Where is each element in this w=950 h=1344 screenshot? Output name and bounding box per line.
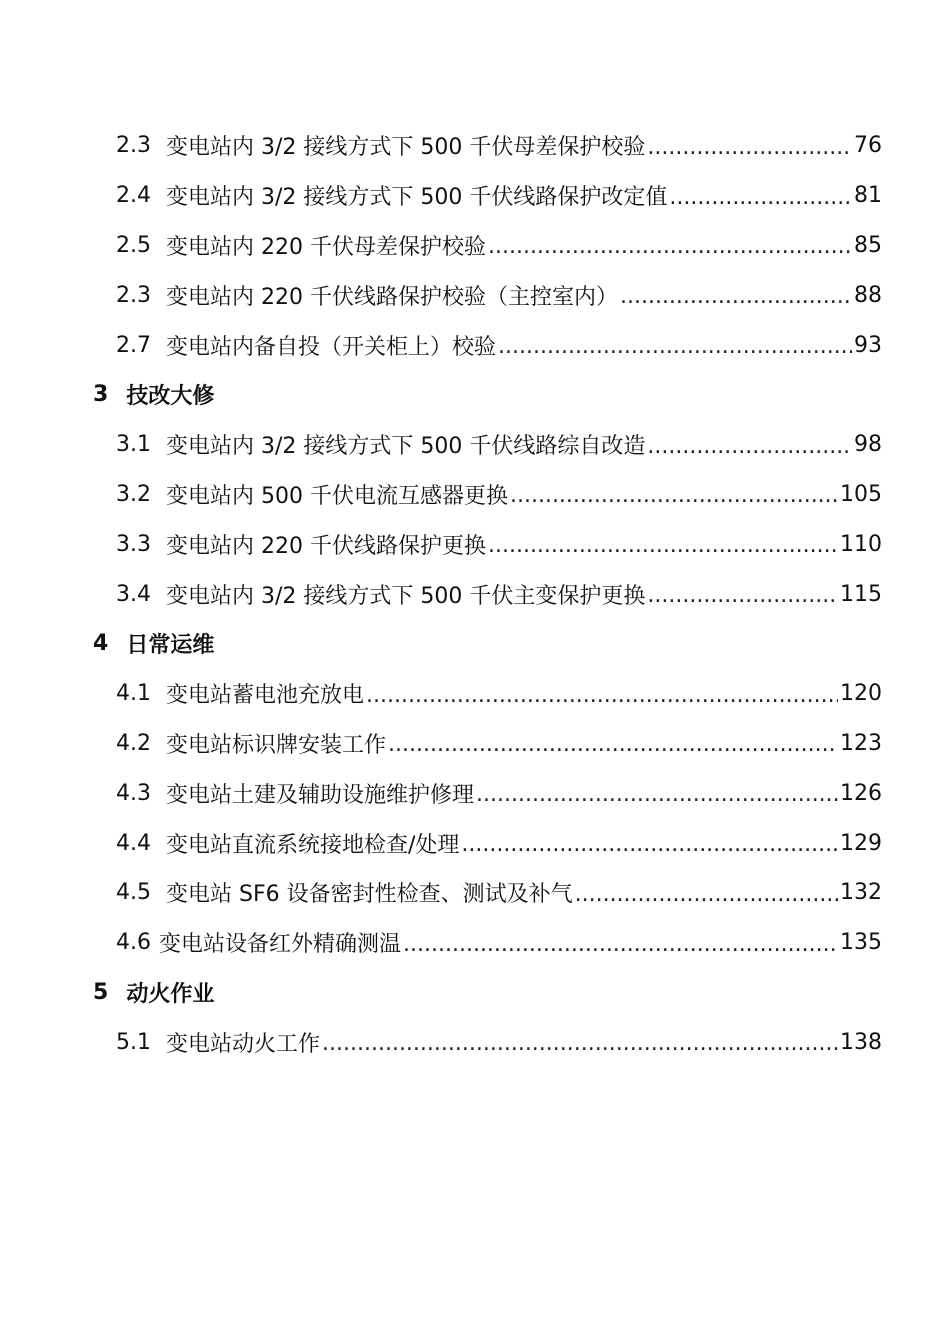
- dot-leader: [388, 734, 838, 756]
- toc-entry-title: 变电站内 3/2 接线方式下 500 千伏母差保护校验: [166, 135, 646, 161]
- toc-section-heading[interactable]: [0, 968, 950, 1018]
- toc-section-heading[interactable]: [0, 370, 950, 420]
- toc-entry-page: 98: [854, 432, 882, 458]
- toc-entry-title: 变电站内 3/2 接线方式下 500 千伏主变保护更换: [166, 583, 646, 609]
- dot-leader: [498, 336, 852, 358]
- toc-section-number: 3: [93, 382, 109, 408]
- toc-entry-page: 105: [840, 481, 882, 507]
- toc-entry-number: 2.4: [116, 183, 151, 209]
- toc-entry-number: 4.1: [116, 681, 151, 707]
- toc-entry-page: 85: [854, 232, 882, 258]
- toc-entry-title: 变电站内 220 千伏母差保护校验: [166, 234, 486, 260]
- dot-leader: [647, 137, 852, 159]
- toc-entry-number: 3.1: [116, 432, 151, 458]
- toc-entry-page: 81: [854, 183, 882, 209]
- toc-entry-number: 2.7: [116, 332, 151, 358]
- toc-entry-number: 4.5: [116, 880, 151, 906]
- toc-entry-number: 5.1: [116, 1029, 151, 1055]
- toc-entry[interactable]: [0, 171, 950, 221]
- toc-entry[interactable]: [0, 121, 950, 171]
- toc-entry-title: 变电站动火工作: [166, 1031, 321, 1057]
- toc-entry-page: 76: [854, 133, 882, 159]
- toc-entry-page: 88: [854, 282, 882, 308]
- dot-leader: [575, 884, 838, 906]
- toc-entry[interactable]: [0, 719, 950, 769]
- toc-entry-title: 变电站设备红外精确测温: [159, 932, 402, 958]
- toc-entry-number: 4.2: [116, 730, 151, 756]
- toc-entry[interactable]: [0, 470, 950, 520]
- toc-entry-title: 变电站 SF6 设备密封性检查、测试及补气: [166, 882, 573, 908]
- toc-entry-page: 135: [840, 930, 882, 956]
- toc-entry-number: 3.3: [116, 531, 151, 557]
- toc-section-number: 5: [93, 979, 109, 1005]
- toc-entry[interactable]: [0, 519, 950, 569]
- dot-leader: [647, 436, 852, 458]
- dot-leader: [461, 834, 838, 856]
- toc-entry-title: 变电站内 500 千伏电流互感器更换: [166, 483, 508, 509]
- dot-leader: [647, 585, 838, 607]
- toc-entry[interactable]: [0, 569, 950, 619]
- toc-section-number: 4: [93, 631, 109, 657]
- toc-entry-page: 115: [840, 581, 882, 607]
- dot-leader: [403, 934, 838, 956]
- toc-section-title: 日常运维: [126, 633, 215, 659]
- toc-entry-number: 2.5: [116, 232, 151, 258]
- toc-entry-title: 变电站土建及辅助设施维护修理: [166, 782, 475, 808]
- toc-entry-number: 3.4: [116, 581, 151, 607]
- dot-leader: [488, 236, 852, 258]
- toc-entry[interactable]: [0, 270, 950, 320]
- toc-entry-page: 126: [840, 780, 882, 806]
- toc-entry-page: 110: [840, 531, 882, 557]
- toc-entry-number: 4.6: [116, 930, 151, 956]
- toc-entry-page: 132: [840, 880, 882, 906]
- dot-leader: [669, 187, 852, 209]
- toc-section-title: 技改大修: [126, 384, 215, 410]
- dot-leader: [476, 784, 838, 806]
- toc-section-title: 动火作业: [126, 981, 215, 1007]
- toc-entry[interactable]: [0, 1017, 950, 1067]
- toc-entry-title: 变电站内备自投（开关柜上）校验: [166, 334, 497, 360]
- toc-entry-page: 93: [854, 332, 882, 358]
- dot-leader: [488, 535, 838, 557]
- toc-entry[interactable]: [0, 669, 950, 719]
- dot-leader: [510, 485, 838, 507]
- toc-section-heading[interactable]: [0, 619, 950, 669]
- dot-leader: [620, 286, 852, 308]
- toc-entry[interactable]: [0, 320, 950, 370]
- toc-entry[interactable]: [0, 868, 950, 918]
- toc-entry-title: 变电站内 3/2 接线方式下 500 千伏线路综自改造: [166, 434, 646, 460]
- toc-entry-page: 138: [840, 1029, 882, 1055]
- toc-entry-title: 变电站直流系统接地检查/处理: [166, 832, 460, 858]
- toc-entry-page: 123: [840, 730, 882, 756]
- toc-entry-page: 129: [840, 830, 882, 856]
- toc-entry[interactable]: [0, 918, 950, 968]
- dot-leader: [366, 685, 838, 707]
- table-of-contents: [0, 121, 950, 1067]
- toc-entry-title: 变电站内 220 千伏线路保护更换: [166, 533, 486, 559]
- toc-entry-number: 4.4: [116, 830, 151, 856]
- dot-leader: [322, 1033, 838, 1055]
- toc-entry[interactable]: [0, 768, 950, 818]
- toc-entry-number: 2.3: [116, 133, 151, 159]
- toc-entry-title: 变电站标识牌安装工作: [166, 732, 387, 758]
- toc-entry[interactable]: [0, 221, 950, 271]
- toc-entry[interactable]: [0, 818, 950, 868]
- toc-entry-page: 120: [840, 681, 882, 707]
- toc-entry[interactable]: [0, 420, 950, 470]
- toc-entry-title: 变电站内 220 千伏线路保护校验（主控室内）: [166, 284, 618, 310]
- toc-entry-number: 4.3: [116, 780, 151, 806]
- toc-entry-number: 2.3: [116, 282, 151, 308]
- toc-entry-number: 3.2: [116, 481, 151, 507]
- toc-entry-title: 变电站蓄电池充放电: [166, 683, 365, 709]
- toc-entry-title: 变电站内 3/2 接线方式下 500 千伏线路保护改定值: [166, 185, 668, 211]
